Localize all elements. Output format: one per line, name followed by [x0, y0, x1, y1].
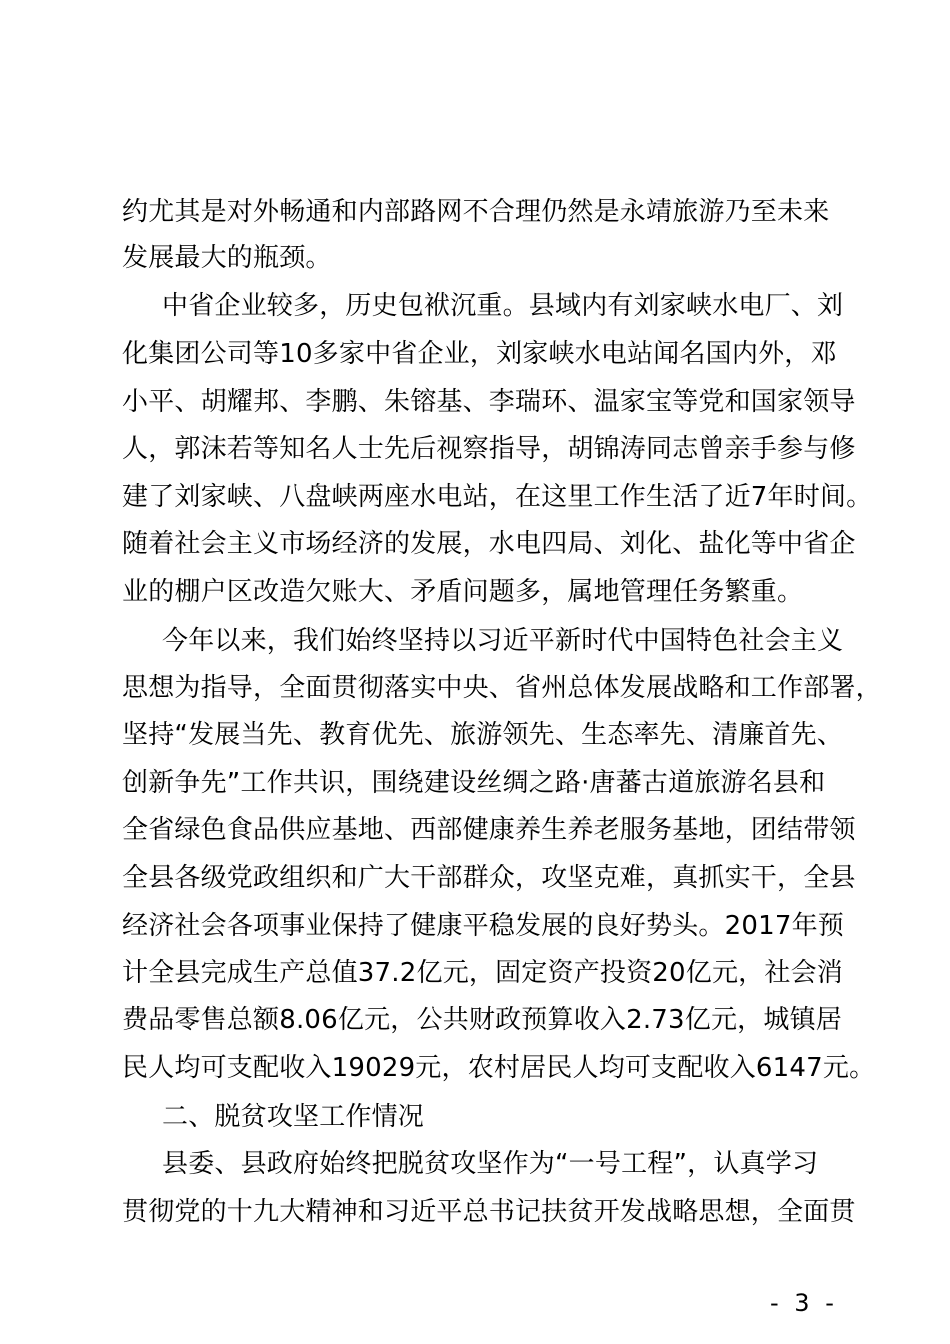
text-line-10: 今年以来，我们始终坚持以习近平新时代中国特色社会主义 — [162, 626, 844, 656]
text-line-8: 随着社会主义市场经济的发展，水电四局、刘化、盐化等中省企 — [122, 529, 856, 559]
text-line-2: 发展最大的瓶颈。 — [122, 243, 332, 273]
text-line-1: 约尤其是对外畅通和内部路网不合理仍然是永靖旅游乃至未来 — [122, 197, 830, 227]
text-line-15: 全县各级党政组织和广大干部群众，攻坚克难，真抓实干，全县 — [122, 863, 856, 893]
text-line-3: 中省企业较多，历史包袱沉重。县域内有刘家峡水电厂、刘 — [162, 291, 844, 321]
text-line-18: 费品零售总额8.06亿元，公共财政预算收入2.73亿元，城镇居 — [122, 1005, 842, 1035]
text-line-17: 计全县完成生产总值37.2亿元，固定资产投资20亿元，社会消 — [122, 958, 843, 988]
text-line-12: 坚持“发展当先、教育优先、旅游领先、生态率先、清廉首先、 — [122, 720, 844, 750]
text-line-14: 全省绿色食品供应基地、西部健康养生养老服务基地，团结带领 — [122, 815, 856, 845]
section-heading: 二、脱贫攻坚工作情况 — [162, 1102, 425, 1132]
text-line-16: 经济社会各项事业保持了健康平稳发展的良好势头。2017年预 — [122, 911, 844, 941]
text-line-9: 业的棚户区改造欠账大、矛盾问题多，属地管理任务繁重。 — [122, 577, 804, 607]
text-line-4: 化集团公司等10多家中省企业，刘家峡水电站闻名国内外，邓 — [122, 339, 837, 369]
page-number: - 3 - — [770, 1289, 838, 1317]
text-line-13: 创新争先”工作共识，围绕建设丝绸之路·唐蕃古道旅游名县和 — [122, 768, 826, 798]
text-line-19: 民人均可支配收入19029元，农村居民人均可支配收入6147元。 — [122, 1053, 876, 1083]
text-line-11: 思想为指导，全面贯彻落实中央、省州总体发展战略和工作部署， — [122, 673, 882, 703]
text-line-6: 人，郭沫若等知名人士先后视察指导，胡锦涛同志曾亲手参与修 — [122, 434, 856, 464]
text-line-5: 小平、胡耀邦、李鹏、朱镕基、李瑞环、温家宝等党和国家领导 — [122, 387, 856, 417]
text-line-21: 县委、县政府始终把脱贫攻坚作为“一号工程”，认真学习 — [162, 1149, 819, 1179]
text-line-7: 建了刘家峡、八盘峡两座水电站，在这里工作生活了近7年时间。 — [122, 482, 873, 512]
text-line-22: 贯彻党的十九大精神和习近平总书记扶贫开发战略思想，全面贯 — [122, 1197, 856, 1227]
